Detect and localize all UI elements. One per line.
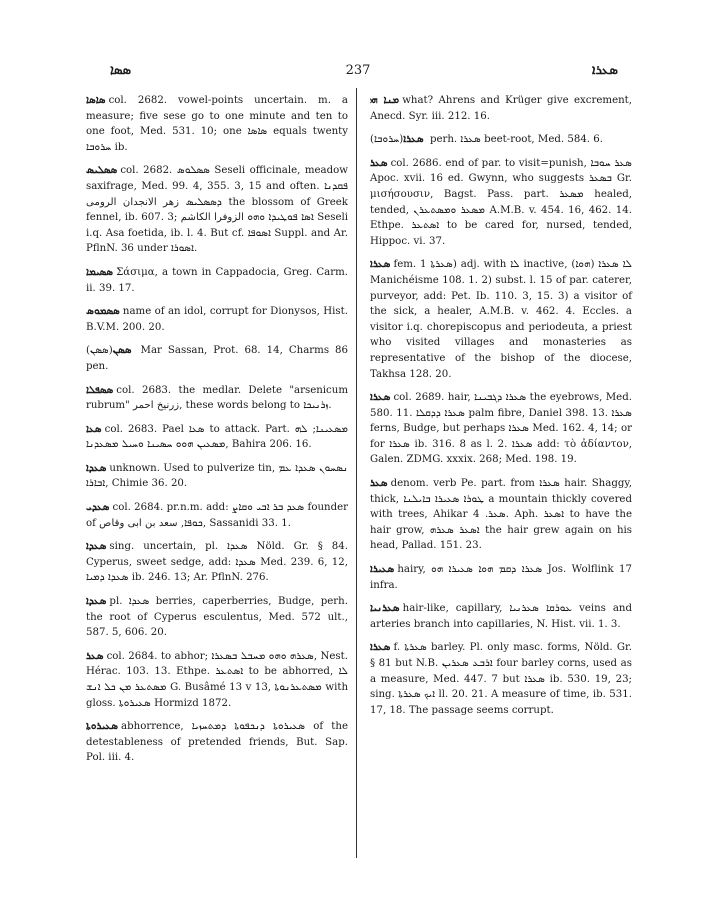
entry-text: what? Ahrens and Krüger give excrement, Anecd. Syr. iii. 212. 16.	[370, 95, 632, 122]
dictionary-entry	[86, 265, 348, 296]
entry-text: pl. ܣܥܕܐ berries, caperberries, Budge, perh. the root of Cyperus esculentus, Med. 572 ult., 587. 5, 606. 20.	[86, 596, 348, 639]
entry-text: col. 2682. ܣܣܠܘܣ Seseli officinale, meadow saxifrage, Med. 99. 4, 355. 3, 15 and often. ܦܩܕܢܐ ܕܣܣܠܝܣ زهر الانجدان الرومى the blossom of Greek fennel, ib. 607. 3; ܐܣܐ ܦܘܛܝܕܐ ܘܗܘ الزوفرا الكاشم Seseli i.q. Asa foetida, ib. l. 4. But cf. ܐܣܘܦܐ Suppl. and Ar. PflnN. 36 under ܐܣܘܪܐ.	[86, 165, 349, 255]
dictionary-entry	[370, 156, 632, 250]
entry-text: (ܚܪܘܒܐ) perh. ܣܥܪܐ beet-root, Med. 584. 6.	[370, 134, 604, 146]
dictionary-entry	[86, 343, 348, 374]
running-head-right: ܣܥܪܐ	[591, 63, 618, 78]
dictionary-entry	[370, 93, 632, 124]
entry-headword: ܣܥܕܐ	[86, 541, 107, 553]
entry-text: col. 2689. hair, ܣܥܪܐ ܕܓܒܝܢܐ the eyebrows, Med. 580. 11. ܣܥܪܐ ܕܕܩܠܐ palm fibre, Daniel 398. 13. ܣܥܪܐ ferns, Budge, but perhaps ܣܥܪܐ Med. 162. 4, 14; or for ܣܥܪܐ ib. 316. 8 as l. 2. ܣܥܪܐ add: τὸ ἀδίαντον, Galen. ZDMG. xxxix. 268; Med. 198. 19.	[370, 392, 632, 466]
dictionary-entry	[86, 594, 348, 641]
entry-headword: ܣܣܠܝܣ	[86, 165, 118, 177]
dictionary-entry	[370, 476, 632, 554]
running-head-left: ܣܣܐ	[110, 63, 132, 78]
entry-headword: ܣܐܣܐ	[86, 95, 106, 106]
dictionary-entry	[86, 539, 348, 586]
entry-headword: ܣܥܪܐ	[370, 642, 391, 654]
entry-headword: ܣܥܪ	[370, 478, 388, 490]
entry-headword: ܣܥܕܐ	[86, 596, 107, 608]
entry-headword: ܣܣܦܠܐ	[86, 384, 114, 396]
entry-text: fem. ܣܥܪܬܐ 1) adj. with ܠܐ inactive, ܠܐ ܣܥܪܐ (ܗܘܐ) Manichéisme 108. 1. 2) subst. l. 15 of par. caterer, purveyor, add: Pet. Ib. 110. 3, 15. 3) a visitor of the sick, a healer, A.M.B. v. 462. 4. Eccles. a visitor i.q. chorepiscopus and periodeuta, a priest who visited villages and monasteries as representative of the bishop of the diocese, Takhsa 128. 20.	[370, 259, 632, 380]
entry-text: (ܣܣܢ) Mar Sassan, Prot. 68. 14, Charms 86 pen.	[86, 345, 348, 372]
entry-text: hair-like, capillary, ܥܘܪܩܐ ܣܥܪܢܝܐ veins and arteries branch into capillaries, N. Hist. vii. 1. 3.	[370, 603, 633, 630]
dictionary-entry	[86, 422, 348, 453]
entry-headword: ܣܥܕܝ	[86, 502, 110, 514]
entry-headword: ܣܥܕܐ	[86, 462, 107, 474]
entry-text: abhorrence, ܣܥܝܪܘܬܐ ܕܢܟܦܘܬܐ ܕܡܬܚܙܝܐ of the detestableness of pretended friends, But. Sap. Pol. iii. 4.	[86, 721, 348, 764]
dictionary-entry	[86, 649, 348, 711]
left-column	[86, 93, 348, 774]
entry-headword: ܣܥܪܢܝܐ	[370, 603, 400, 615]
entry-headword: ܣܣܢ	[112, 345, 132, 357]
entry-text: unknown. Used to pulverize tin, ܢܣܚܘܢ ܣܥܕܐ ܥܡ ܐܒܐܪܐ, Chimie 36. 20.	[86, 462, 348, 490]
entry-headword: ܣܣܝܡܐ	[86, 266, 114, 278]
entry-text: col. 2683. Pael ܣܥܐ to attack. Part. ܡܣܥܝܢܐ; ܠܗ ܡܣܥܝܢ ܗܘܘ ܚܣܝܢܐ ܘܚܝܠ ܡܣܥܕܢܐ, Bahira 206. 16.	[86, 423, 348, 451]
entry-headword: ܣܥܐ	[86, 423, 102, 435]
dictionary-entry	[86, 93, 348, 155]
entry-text: col. 2686. end of par. to visit=punish, ܣܥܪ ܚܘܒܐ Apoc. xvii. 16 ed. Gwynn, who suggests ܒܣܥܪ Gr. μισήσουσιν, Bagst. Pass. part. ܡܣܥܪ healed, tended, ܡܣܥܪ ܘܡܣܬܥܪܢ A.M.B. v. 454. 16, 462. 14. Ethpe. ܐܣܬܥܪ to be cared for, nursed, tended, Hippoc. vi. 37.	[370, 157, 632, 247]
entry-headword: ܣܥܪܐ	[370, 259, 391, 271]
entry-headword: ܣܥܝܪܘܬܐ	[86, 721, 119, 733]
entry-text: col. 2684. pr.n.m. add: ܣܥܕ ܒܪ ܐܒܝ ܘܩܐܨ founder of ܟܘܦܐ, سعد بن ابى وقاص, Sassanidi 33. 1.	[86, 502, 349, 529]
entry-text: Σάσιμα, a town in Cappadocia, Greg. Carm. ii. 39. 17.	[86, 266, 348, 294]
entry-text: sing. uncertain, pl. ܣܥܕܐ Nöld. Gr. § 84. Cyperus, sweet sedge, add: ܣܥܕܐ Med. 239. 6, 12, ܣܥܕܐ ܕܡܝܐ ib. 246. 13; Ar. PflnN. 276.	[86, 541, 348, 584]
dictionary-entry	[86, 500, 348, 531]
entry-headword: ܣܥܝܪܐ	[370, 564, 395, 576]
entry-text: denom. verb Pe. part. from ܣܥܪܐ hair. Shaggy, thick, ܛܘܪܐ ܣܥܝܪܐ ܒܐܝܠܢܐ a mountain thickly covered with trees, Ahikar ܣܥܪ. 4. Aph. ܐܣܥܪ to have the hair grow, ܐܣܥܪ ܣܥܪܗ the hair grew again on his head, Pallad. 151. 23.	[370, 478, 633, 552]
entry-text: col. 2683. the medlar. Delete "arsenicum rubrum" زرنيخ احمر, these words belong to ܙܪܢܝܟܐ.	[86, 384, 348, 412]
page-header	[86, 63, 630, 83]
page-number: 237	[345, 63, 371, 78]
entry-text: name of an idol, corrupt for Dionysos, Hist. B.V.M. 200. 20.	[86, 306, 348, 333]
entry-headword: ܣܥܪ	[370, 157, 388, 169]
dictionary-entry	[370, 390, 632, 468]
entry-headword: ܣܥܪܐ	[403, 134, 424, 146]
entry-text: f. ܣܥܪܬܐ barley. Pl. only masc. forms, Nöld. Gr. § 81 but N.B. ܐܪܒܥ ܣܥܪܝܢ four barley corns, used as a measure, Med. 447. 7 but ܣܥܪܐ ib. 530. 19, 23; sing. ܐܝܟ ܣܥܪܬܐ ll. 20. 21. A measure of time, ib. 531. 17, 18. The passage seems corrupt.	[370, 642, 632, 716]
dictionary-entry	[370, 257, 632, 382]
column-divider	[356, 88, 357, 858]
entry-headword: ܡܢܐ ܗܝ	[370, 95, 400, 106]
dictionary-entry	[86, 304, 348, 335]
entry-headword: ܣܥܪܐ	[370, 392, 391, 404]
dictionary-entry	[370, 601, 632, 632]
dictionary-entry	[86, 383, 348, 414]
entry-headword: ܣܥܪ	[86, 650, 104, 662]
dictionary-entry	[370, 562, 632, 593]
dictionary-entry	[86, 719, 348, 766]
right-column	[370, 93, 632, 726]
entry-text: hairy, ܣܥܪܐ ܕܩܡ ܗܘܐ ܣܥܝܪܐ ܗܘ Jos. Wolflink 17 infra.	[370, 564, 632, 591]
dictionary-entry	[370, 640, 632, 718]
dictionary-entry	[86, 461, 348, 492]
entry-headword: ܣܣܡܘܣ	[86, 306, 120, 318]
entry-text: col. 2684. to abhor; ܣܥܪܗ ܘܗܘ ܡܚܒܠ ܒܣܥܪܐ, Nest. Hérac. 103. 13. Ethpe. ܐܣܬܥܪ to be abhorred, ܠܐ ܡܣܬܥܪ ܡܢ ܟܠ ܐܢܫ G. Busâmé 13 v 13, ܡܣܬܥܪܢܘܬܐ with gloss. ܣܥܝܪܘܬܐ Hormizd 1872.	[86, 650, 349, 709]
dictionary-entry	[370, 132, 632, 148]
dictionary-entry	[86, 163, 348, 257]
entry-text: col. 2682. vowel-points uncertain. m. a measure; five sese go to one minute and ten to one foot, Med. 531. 10; one ܣܐܣܐ equals twenty ܚܪܘܒܐ ib.	[86, 95, 349, 153]
